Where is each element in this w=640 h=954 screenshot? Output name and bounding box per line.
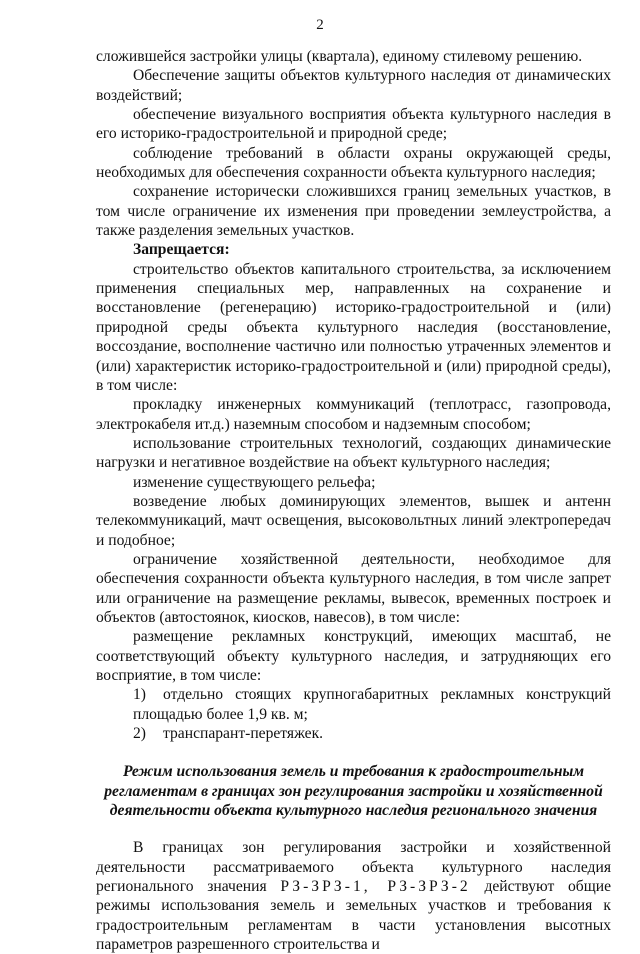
- section-heading: [96, 762, 611, 820]
- numbered-item-1-text: отдельно стоящих крупногабаритных рекламных конструкций площадью более 1,9 кв. м;: [133, 686, 611, 723]
- section-heading-line-2: регламентам в границах зон регулирования застройки и хозяйственной: [104, 782, 603, 800]
- prohibited-item-construction: строительство объектов капитального строительства, за исключением применения специальных мер, направленных на сохранение и восстановление (регенерацию) историко-градостроительной и (или) природной среды объекта культурного наследия (восстановление, воссоздание, восполнение частично или полностью утраченных элементов и (или) характеристик историко-градостроительной и (или) природной среды), в том числе:: [96, 260, 611, 394]
- page-number: 2: [316, 17, 324, 33]
- paragraph-dynamic-protection: Обеспечение защиты объектов культурного наследия от динамических воздействий;: [96, 67, 611, 104]
- prohibited-item-technologies: использование строительных технологий, создающих динамические нагрузки и негативное воздействие на объект культурного наследия;: [96, 434, 611, 472]
- prohibited-item-economic-activity: ограничение хозяйственной деятельности, необходимое для обеспечения сохранности объекта культурного наследия, в том числе запрет или ограничение на размещение рекламы, вывесок, временных построек и объектов (автостоянок, киосков, навесов), в том числе:: [96, 550, 611, 626]
- section-heading-line-3: деятельности объекта культурного наследия регионального значения: [109, 802, 598, 820]
- section-heading-line-1: Режим использования земель и требования к градостроительным: [122, 763, 585, 781]
- numbered-item-2-text: транспарант-перетяжек.: [163, 725, 324, 743]
- paragraph-visual-perception: обеспечение визуального восприятия объекта культурного наследия в его историко-градостроительной и природной среде;: [96, 106, 611, 143]
- paragraph-zones: [96, 838, 611, 954]
- document-body: [96, 47, 611, 954]
- paragraph-zones-part-1: В границах зон регулирования застройки и хозяйственной деятельности рассматриваемого объекта культурного наследия регионального значения: [96, 839, 611, 896]
- paragraph-zones-part-2: действуют общие режимы использования земель и земельных участков и требования к градостроительным регламентам в части установления высотных параметров разрешенного строительства и: [96, 878, 611, 954]
- numbered-item-1-number: 1): [133, 686, 146, 704]
- prohibited-item-towers: возведение любых доминирующих элементов, вышек и антенн телекоммуникаций, мачт освещения, высоковольтных линий электропередач и подобное;: [96, 492, 611, 549]
- numbered-item-2: [96, 724, 611, 743]
- paragraph-environment: соблюдение требований в области охраны окружающей среды, необходимых для обеспечения сохранности объекта культурного наследия;: [96, 144, 611, 182]
- prohibited-item-advertising: размещение рекламных конструкций, имеющих масштаб, не соответствующий объекту культурного наследия, и затрудняющих его восприятие, в том числе:: [96, 628, 611, 684]
- prohibited-label: Запрещается:: [133, 241, 230, 259]
- numbered-item-1: [96, 685, 611, 724]
- paragraph-continuation: сложившейся застройки улицы (квартала), единому стилевому решению.: [96, 48, 583, 65]
- prohibited-item-utilities: прокладку инженерных коммуникаций (теплотрасс, газопровода, электрокабеля ит.д.) наземным способом и надземным способом;: [96, 396, 611, 433]
- numbered-item-2-number: 2): [133, 725, 146, 743]
- zone-codes: РЗ-ЗРЗ-1, РЗ-ЗРЗ-2: [280, 878, 471, 896]
- paragraph-land-boundaries: сохранение исторически сложившихся границ земельных участков, в том числе ограничение их изменения при проведении землеустройства, а также разделения земельных участков.: [96, 183, 611, 240]
- prohibited-item-relief: изменение существующего рельефа;: [133, 473, 376, 491]
